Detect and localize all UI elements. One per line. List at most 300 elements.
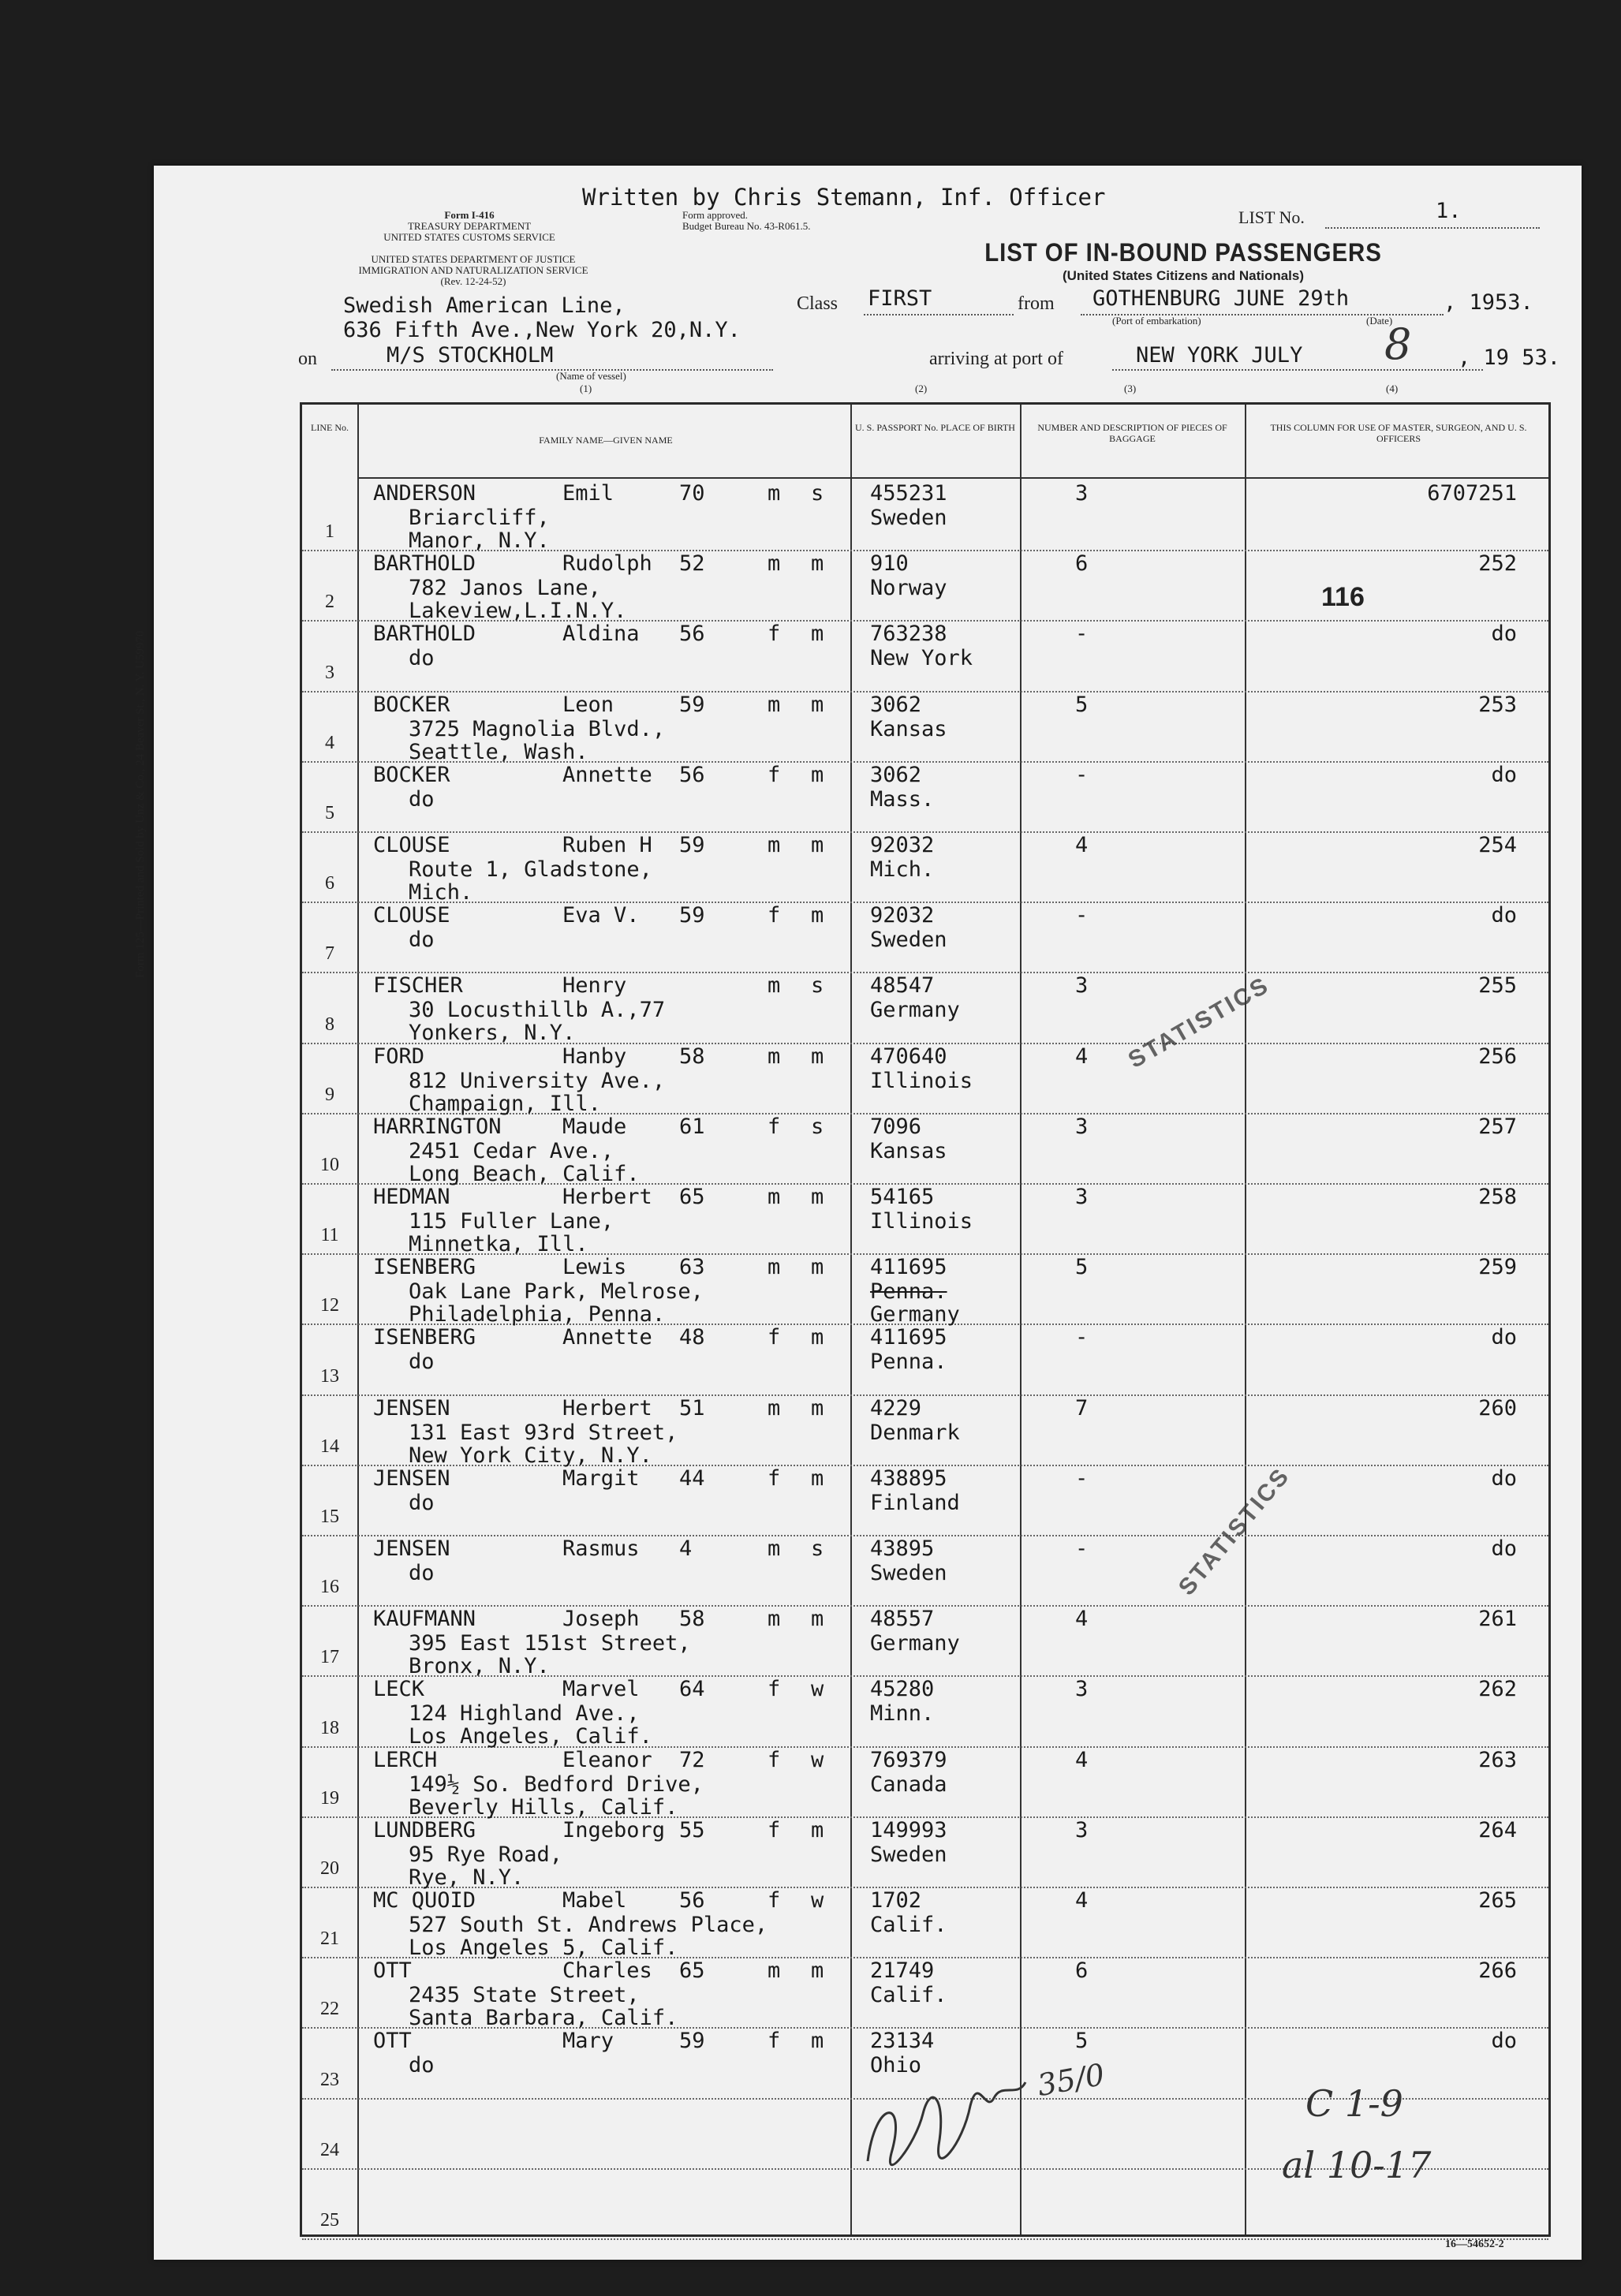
address-line-1: 3725 Magnolia Blvd., — [409, 716, 666, 741]
address-line-1: do — [409, 1350, 435, 1375]
officer-number: 259 — [1478, 1255, 1517, 1280]
line-number: 25 — [320, 2210, 339, 2231]
age: 65 — [679, 1185, 705, 1209]
surname: CLOUSE — [373, 903, 450, 928]
address-line-1: 124 Highland Ave., — [409, 1701, 640, 1727]
address-line-2: Manor, N.Y. — [409, 528, 550, 553]
statistics-stamp: STATISTICS — [1173, 1462, 1295, 1601]
given-name: Joseph — [562, 1607, 640, 1632]
side-print: Form 125—Printed and Sold by Unz & Co., 24 Beaver St., N. Y. U59970 — [134, 630, 147, 978]
baggage-count: 3 — [1075, 481, 1089, 506]
marital-status: m — [811, 622, 824, 647]
place-of-birth: Mass. — [870, 786, 935, 812]
marital-status: m — [811, 833, 824, 857]
address-line-2: Bronx, N.Y. — [409, 1654, 550, 1679]
vessel-name: M/S STOCKHOLM — [387, 343, 554, 368]
sex: f — [768, 1677, 781, 1702]
sex: m — [768, 1607, 781, 1632]
age: 59 — [679, 2029, 705, 2054]
given-name: Rasmus — [562, 1536, 640, 1561]
age: 59 — [679, 833, 705, 857]
line-number: 21 — [320, 1928, 339, 1950]
place-of-birth: New York — [870, 646, 973, 671]
line-name: Swedish American Line, — [343, 293, 626, 318]
table-row — [302, 1607, 1548, 1677]
address-line-1: do — [409, 1490, 435, 1515]
address-line-2: Los Angeles, Calif. — [409, 1724, 652, 1749]
given-name: Emil — [562, 481, 614, 506]
surname: ANDERSON — [373, 481, 476, 506]
rev-label: (Rev. 12-24-52) — [440, 275, 506, 287]
address-line-2: Long Beach, Calif. — [409, 1161, 640, 1186]
passport-number: 21749 — [870, 1958, 935, 1984]
place-of-birth: Illinois — [870, 1068, 973, 1093]
officer-number: 263 — [1478, 1747, 1517, 1772]
col2-note: (2) — [915, 383, 928, 394]
sex: m — [768, 551, 781, 577]
address-line-2: Philadelphia, Penna. — [409, 1302, 666, 1327]
header-name: FAMILY NAME—GIVEN NAME — [539, 435, 673, 446]
officer-number: do — [1491, 1536, 1517, 1561]
port-embark-note: (Port of embarkation) — [1112, 315, 1201, 327]
handwritten-al-10-17: al 10-17 — [1282, 2144, 1432, 2186]
address-line-2: Beverly Hills, Calif. — [409, 1794, 678, 1820]
line-number: 9 — [325, 1084, 334, 1105]
approval-block — [682, 210, 810, 232]
address-line-1: 95 Rye Road, — [409, 1842, 563, 1867]
line-number: 24 — [320, 2139, 339, 2160]
passport-number: 54165 — [870, 1185, 935, 1209]
from-value: GOTHENBURG JUNE 29th — [1092, 286, 1350, 311]
age: 56 — [679, 1888, 705, 1913]
address-line-1: 149½ So. Bedford Drive, — [409, 1771, 704, 1797]
baggage-count: 4 — [1075, 833, 1089, 857]
line-number: 13 — [320, 1365, 339, 1387]
age: 58 — [679, 1043, 705, 1069]
age: 72 — [679, 1747, 705, 1772]
address-line-1: 2451 Cedar Ave., — [409, 1138, 614, 1163]
officer-number: 6707251 — [1427, 481, 1517, 506]
address-line-1: do — [409, 786, 435, 812]
marital-status: m — [811, 2029, 824, 2054]
address-line-1: 527 South St. Andrews Place, — [409, 1913, 768, 1937]
baggage-count: 6 — [1075, 551, 1089, 577]
table-row — [302, 481, 1548, 551]
line-number: 4 — [325, 732, 334, 753]
age: 51 — [679, 1395, 705, 1421]
header-baggage: NUMBER AND DESCRIPTION OF PIECES OF BAGGAGE — [1037, 422, 1227, 444]
place-of-birth: Sweden — [870, 928, 947, 953]
marital-status: m — [811, 1817, 824, 1842]
table-row — [302, 1818, 1548, 1888]
arrival-day: 8 — [1384, 319, 1412, 369]
age: 63 — [679, 1255, 705, 1280]
table-row — [302, 1748, 1548, 1818]
row-separator — [302, 2238, 1548, 2240]
table-row — [302, 973, 1548, 1046]
passport-number: 48547 — [870, 973, 935, 999]
line-address: 636 Fifth Ave.,New York 20,N.Y. — [343, 318, 741, 342]
address-line-1: do — [409, 2053, 435, 2078]
line-number: 18 — [320, 1717, 339, 1738]
sex: f — [768, 1325, 781, 1350]
sex: f — [768, 903, 781, 928]
age: 56 — [679, 762, 705, 787]
passport-number: 470640 — [870, 1043, 947, 1069]
col3-note: (3) — [1124, 383, 1137, 394]
line-number: 2 — [325, 592, 334, 613]
marital-status: m — [811, 1325, 824, 1350]
marital-status: m — [811, 1607, 824, 1632]
sex: m — [768, 1958, 781, 1984]
officer-number: 266 — [1478, 1958, 1517, 1984]
address-line-2: Minnetka, Ill. — [409, 1232, 588, 1256]
table-row — [302, 1396, 1548, 1466]
table-row — [302, 1325, 1548, 1395]
customs-label: UNITED STATES CUSTOMS SERVICE — [383, 231, 555, 243]
line-number: 19 — [320, 1787, 339, 1809]
marital-status: m — [811, 1185, 824, 1209]
address-line-1: 115 Fuller Lane, — [409, 1209, 614, 1234]
class-line — [864, 314, 1014, 315]
given-name: Mary — [562, 2029, 614, 2054]
line-number: 15 — [320, 1506, 339, 1527]
table-row — [302, 1958, 1548, 2029]
passport-number: 769379 — [870, 1747, 947, 1772]
page-title: LIST OF IN-BOUND PASSENGERS — [984, 238, 1382, 267]
marital-status: m — [811, 903, 824, 928]
table-row — [302, 1888, 1548, 1958]
from-year: , 1953. — [1444, 290, 1533, 315]
given-name: Maude — [562, 1114, 627, 1139]
line-number: 1 — [325, 521, 334, 543]
baggage-count: - — [1075, 1465, 1089, 1491]
officer-number: 253 — [1478, 692, 1517, 717]
place-of-birth: Norway — [870, 576, 947, 601]
vessel-note: (Name of vessel) — [556, 370, 626, 382]
place-of-birth: Penna. — [870, 1279, 947, 1305]
baggage-count: - — [1075, 622, 1089, 647]
officer-number: do — [1491, 1325, 1517, 1350]
table-row — [302, 1185, 1548, 1255]
passport-number: 438895 — [870, 1465, 947, 1491]
line-number: 6 — [325, 873, 334, 894]
officer-number: do — [1491, 622, 1517, 647]
age: 44 — [679, 1465, 705, 1491]
surname: JENSEN — [373, 1536, 450, 1561]
age: 65 — [679, 1958, 705, 1984]
place-of-birth: Sweden — [870, 506, 947, 530]
col4-note: (4) — [1386, 383, 1399, 394]
officer-number: 265 — [1478, 1888, 1517, 1913]
place-of-birth: Calif. — [870, 1983, 947, 2008]
sex: f — [768, 1465, 781, 1491]
age: 56 — [679, 622, 705, 647]
baggage-count: 4 — [1075, 1043, 1089, 1069]
baggage-count: 3 — [1075, 1185, 1089, 1209]
surname: JENSEN — [373, 1465, 450, 1491]
sex: m — [768, 1536, 781, 1561]
surname: FORD — [373, 1043, 425, 1069]
marital-status: s — [811, 1536, 824, 1561]
line-number: 11 — [320, 1225, 339, 1246]
passport-number: 411695 — [870, 1325, 947, 1350]
place-of-birth: Illinois — [870, 1209, 973, 1234]
passport-number: 7096 — [870, 1114, 922, 1139]
given-name: Henry — [562, 973, 627, 999]
line-number: 16 — [320, 1577, 339, 1598]
sex: m — [768, 1255, 781, 1280]
line-number: 23 — [320, 2069, 339, 2090]
handwritten-116: 116 — [1321, 582, 1365, 612]
place-of-birth: Ohio — [870, 2053, 922, 2078]
place-of-birth: Finland — [870, 1490, 960, 1515]
baggage-count: 3 — [1075, 1677, 1089, 1702]
baggage-count: - — [1075, 762, 1089, 787]
passport-number: 45280 — [870, 1677, 935, 1702]
address-line-1: Briarcliff, — [409, 506, 550, 530]
on-label: on — [298, 349, 317, 369]
baggage-count: 5 — [1075, 692, 1089, 717]
sex: f — [768, 1114, 781, 1139]
baggage-count: 4 — [1075, 1747, 1089, 1772]
given-name: Herbert — [562, 1185, 652, 1209]
passport-number: 149993 — [870, 1817, 947, 1842]
officer-number: 264 — [1478, 1817, 1517, 1842]
baggage-count: 4 — [1075, 1888, 1089, 1913]
marital-status: m — [811, 1395, 824, 1421]
line-number: 5 — [325, 803, 334, 823]
address-line-2: Los Angeles 5, Calif. — [409, 1936, 678, 1960]
list-no-label: LIST No. — [1238, 207, 1305, 227]
budget-bureau: Budget Bureau No. 43-R061.5. — [682, 220, 811, 232]
address-line-1: 2435 State Street, — [409, 1983, 640, 2008]
marital-status: m — [811, 692, 824, 717]
handwritten-c1-9: C 1-9 — [1305, 2082, 1403, 2125]
line-number: 20 — [320, 1858, 339, 1879]
baggage-count: 3 — [1075, 973, 1089, 999]
marital-status: w — [811, 1747, 824, 1772]
line-number: 12 — [320, 1295, 339, 1316]
officer-number: 256 — [1478, 1043, 1517, 1069]
arrival-value: NEW YORK JULY — [1136, 343, 1303, 368]
footer-code: 16—54652-2 — [1445, 2238, 1504, 2250]
officer-number: 257 — [1478, 1114, 1517, 1139]
col1-note: (1) — [580, 383, 592, 394]
passenger-table — [300, 402, 1551, 2237]
given-name: Ruben H — [562, 833, 652, 857]
baggage-count: 5 — [1075, 1255, 1089, 1280]
place-of-birth: Denmark — [870, 1420, 960, 1445]
place-of-birth: Canada — [870, 1771, 947, 1797]
statistics-stamp: STATISTICS — [1123, 972, 1275, 1073]
marital-status: w — [811, 1888, 824, 1913]
form-block-justice — [296, 254, 651, 287]
arriving-label: arriving at port of — [929, 349, 1063, 369]
written-by: Written by Chris Stemann, Inf. Officer — [582, 184, 1106, 211]
surname: CLOUSE — [373, 833, 450, 857]
officer-number: 255 — [1478, 973, 1517, 999]
surname: OTT — [373, 2029, 412, 2054]
table-row — [302, 763, 1548, 833]
sex: m — [768, 973, 781, 999]
given-name: Margit — [562, 1465, 640, 1491]
passport-number: 411695 — [870, 1255, 947, 1280]
sex: f — [768, 622, 781, 647]
baggage-count: 5 — [1075, 2029, 1089, 2054]
arrival-line — [1112, 369, 1483, 371]
given-name: Lewis — [562, 1255, 627, 1280]
age: 61 — [679, 1114, 705, 1139]
line-number: 22 — [320, 1999, 339, 2020]
surname: MC QUOID — [373, 1888, 476, 1913]
marital-status: m — [811, 1255, 824, 1280]
given-name: Charles — [562, 1958, 652, 1984]
address-line-1: 782 Janos Lane, — [409, 576, 601, 601]
address-line-2: Lakeview,L.I.N.Y. — [409, 599, 627, 624]
form-block-treasury — [359, 210, 580, 243]
handwritten-note-35: 35/0 — [1034, 2056, 1107, 2104]
given-name: Eva V. — [562, 903, 640, 928]
table-row — [302, 693, 1548, 763]
passport-number: 3062 — [870, 692, 922, 717]
surname: LECK — [373, 1677, 425, 1702]
baggage-count: - — [1075, 1325, 1089, 1350]
surname: ISENBERG — [373, 1255, 476, 1280]
table-row — [302, 1255, 1548, 1325]
address-line-2: Rye, N.Y. — [409, 1865, 525, 1890]
date-note: (Date) — [1366, 315, 1393, 327]
officer-number: do — [1491, 1465, 1517, 1491]
address-line-2: Seattle, Wash. — [409, 739, 588, 764]
marital-status: m — [811, 551, 824, 577]
place-of-birth: Sweden — [870, 1842, 947, 1867]
vessel-line — [331, 369, 773, 371]
marital-status: s — [811, 1114, 824, 1139]
address-line-1: 395 East 151st Street, — [409, 1631, 691, 1656]
sex: f — [768, 2029, 781, 2054]
marital-status: m — [811, 1465, 824, 1491]
address-line-1: Oak Lane Park, Melrose, — [409, 1279, 704, 1305]
officer-number: 262 — [1478, 1677, 1517, 1702]
arrival-year: , 19 53. — [1458, 345, 1561, 370]
address-line-1: do — [409, 928, 435, 953]
given-name: Eleanor — [562, 1747, 652, 1772]
table-row — [302, 1466, 1548, 1536]
table-row — [302, 1677, 1548, 1747]
surname: HARRINGTON — [373, 1114, 502, 1139]
address-line-1: 812 University Ave., — [409, 1068, 666, 1093]
given-name: Rudolph — [562, 551, 652, 577]
table-row — [302, 622, 1548, 692]
given-name: Leon — [562, 692, 614, 717]
class-value: FIRST — [868, 286, 932, 311]
address-line-1: 30 Locusthillb A.,77 — [409, 998, 666, 1023]
officer-number: 260 — [1478, 1395, 1517, 1421]
place-of-birth: Penna. — [870, 1350, 947, 1375]
table-row — [302, 1044, 1548, 1114]
age: 58 — [679, 1607, 705, 1632]
surname: HEDMAN — [373, 1185, 450, 1209]
given-name: Annette — [562, 1325, 652, 1350]
class-label: Class — [797, 293, 839, 314]
line-number: 17 — [320, 1647, 339, 1668]
place-of-birth: Kansas — [870, 716, 947, 741]
surname: BOCKER — [373, 692, 450, 717]
age: 4 — [679, 1536, 693, 1561]
address-line-2: New York City, N.Y. — [409, 1443, 652, 1468]
place-of-birth: Kansas — [870, 1138, 947, 1163]
surname: LUNDBERG — [373, 1817, 476, 1842]
marital-status: m — [811, 762, 824, 787]
address-line-2: Mich. — [409, 880, 473, 905]
ins-label: IMMIGRATION AND NATURALIZATION SERVICE — [358, 264, 588, 276]
surname: JENSEN — [373, 1395, 450, 1421]
place-of-birth: Minn. — [870, 1701, 935, 1727]
baggage-count: 3 — [1075, 1817, 1089, 1842]
surname: ISENBERG — [373, 1325, 476, 1350]
sex: f — [768, 1817, 781, 1842]
marital-status: m — [811, 1043, 824, 1069]
officer-number: 258 — [1478, 1185, 1517, 1209]
page-subtitle: (United States Citizens and Nationals) — [1062, 268, 1305, 283]
place-of-birth: Germany — [870, 1631, 960, 1656]
passport-number: 43895 — [870, 1536, 935, 1561]
officer-number: do — [1491, 762, 1517, 787]
header-line-no: LINE No. — [311, 422, 349, 433]
age: 48 — [679, 1325, 705, 1350]
sex: f — [768, 1747, 781, 1772]
given-name: Aldina — [562, 622, 640, 647]
marital-status: s — [811, 481, 824, 506]
sex: m — [768, 833, 781, 857]
place-of-birth: Mich. — [870, 857, 935, 882]
given-name: Hanby — [562, 1043, 627, 1069]
baggage-count: 4 — [1075, 1607, 1089, 1632]
officer-number: 254 — [1478, 833, 1517, 857]
address-line-2: Santa Barbara, Calif. — [409, 2006, 678, 2031]
marital-status: m — [811, 1958, 824, 1984]
line-number: 10 — [320, 1155, 339, 1175]
passport-number: 92032 — [870, 903, 935, 928]
list-no-line — [1325, 227, 1540, 229]
marital-status: s — [811, 973, 824, 999]
given-name: Herbert — [562, 1395, 652, 1421]
given-name: Marvel — [562, 1677, 640, 1702]
place-of-birth: Germany — [870, 998, 960, 1023]
sex: f — [768, 762, 781, 787]
address-line-1: do — [409, 1561, 435, 1585]
sex: f — [768, 1888, 781, 1913]
address-line-2: Yonkers, N.Y. — [409, 1021, 576, 1046]
surname: LERCH — [373, 1747, 438, 1772]
age: 52 — [679, 551, 705, 577]
passport-number: 4229 — [870, 1395, 922, 1421]
surname: FISCHER — [373, 973, 463, 999]
sex: m — [768, 1043, 781, 1069]
place-of-birth: Calif. — [870, 1913, 947, 1937]
justice-label: UNITED STATES DEPARTMENT OF JUSTICE — [371, 253, 576, 265]
line-number: 8 — [325, 1014, 334, 1035]
passport-number: 910 — [870, 551, 909, 577]
passport-number: 92032 — [870, 833, 935, 857]
list-no-value: 1. — [1436, 199, 1462, 223]
table-row — [302, 903, 1548, 973]
sex: m — [768, 1185, 781, 1209]
header-passport: U. S. PASSPORT No. PLACE OF BIRTH — [855, 422, 1015, 433]
passport-number: 1702 — [870, 1888, 922, 1913]
table-row — [302, 1114, 1548, 1185]
